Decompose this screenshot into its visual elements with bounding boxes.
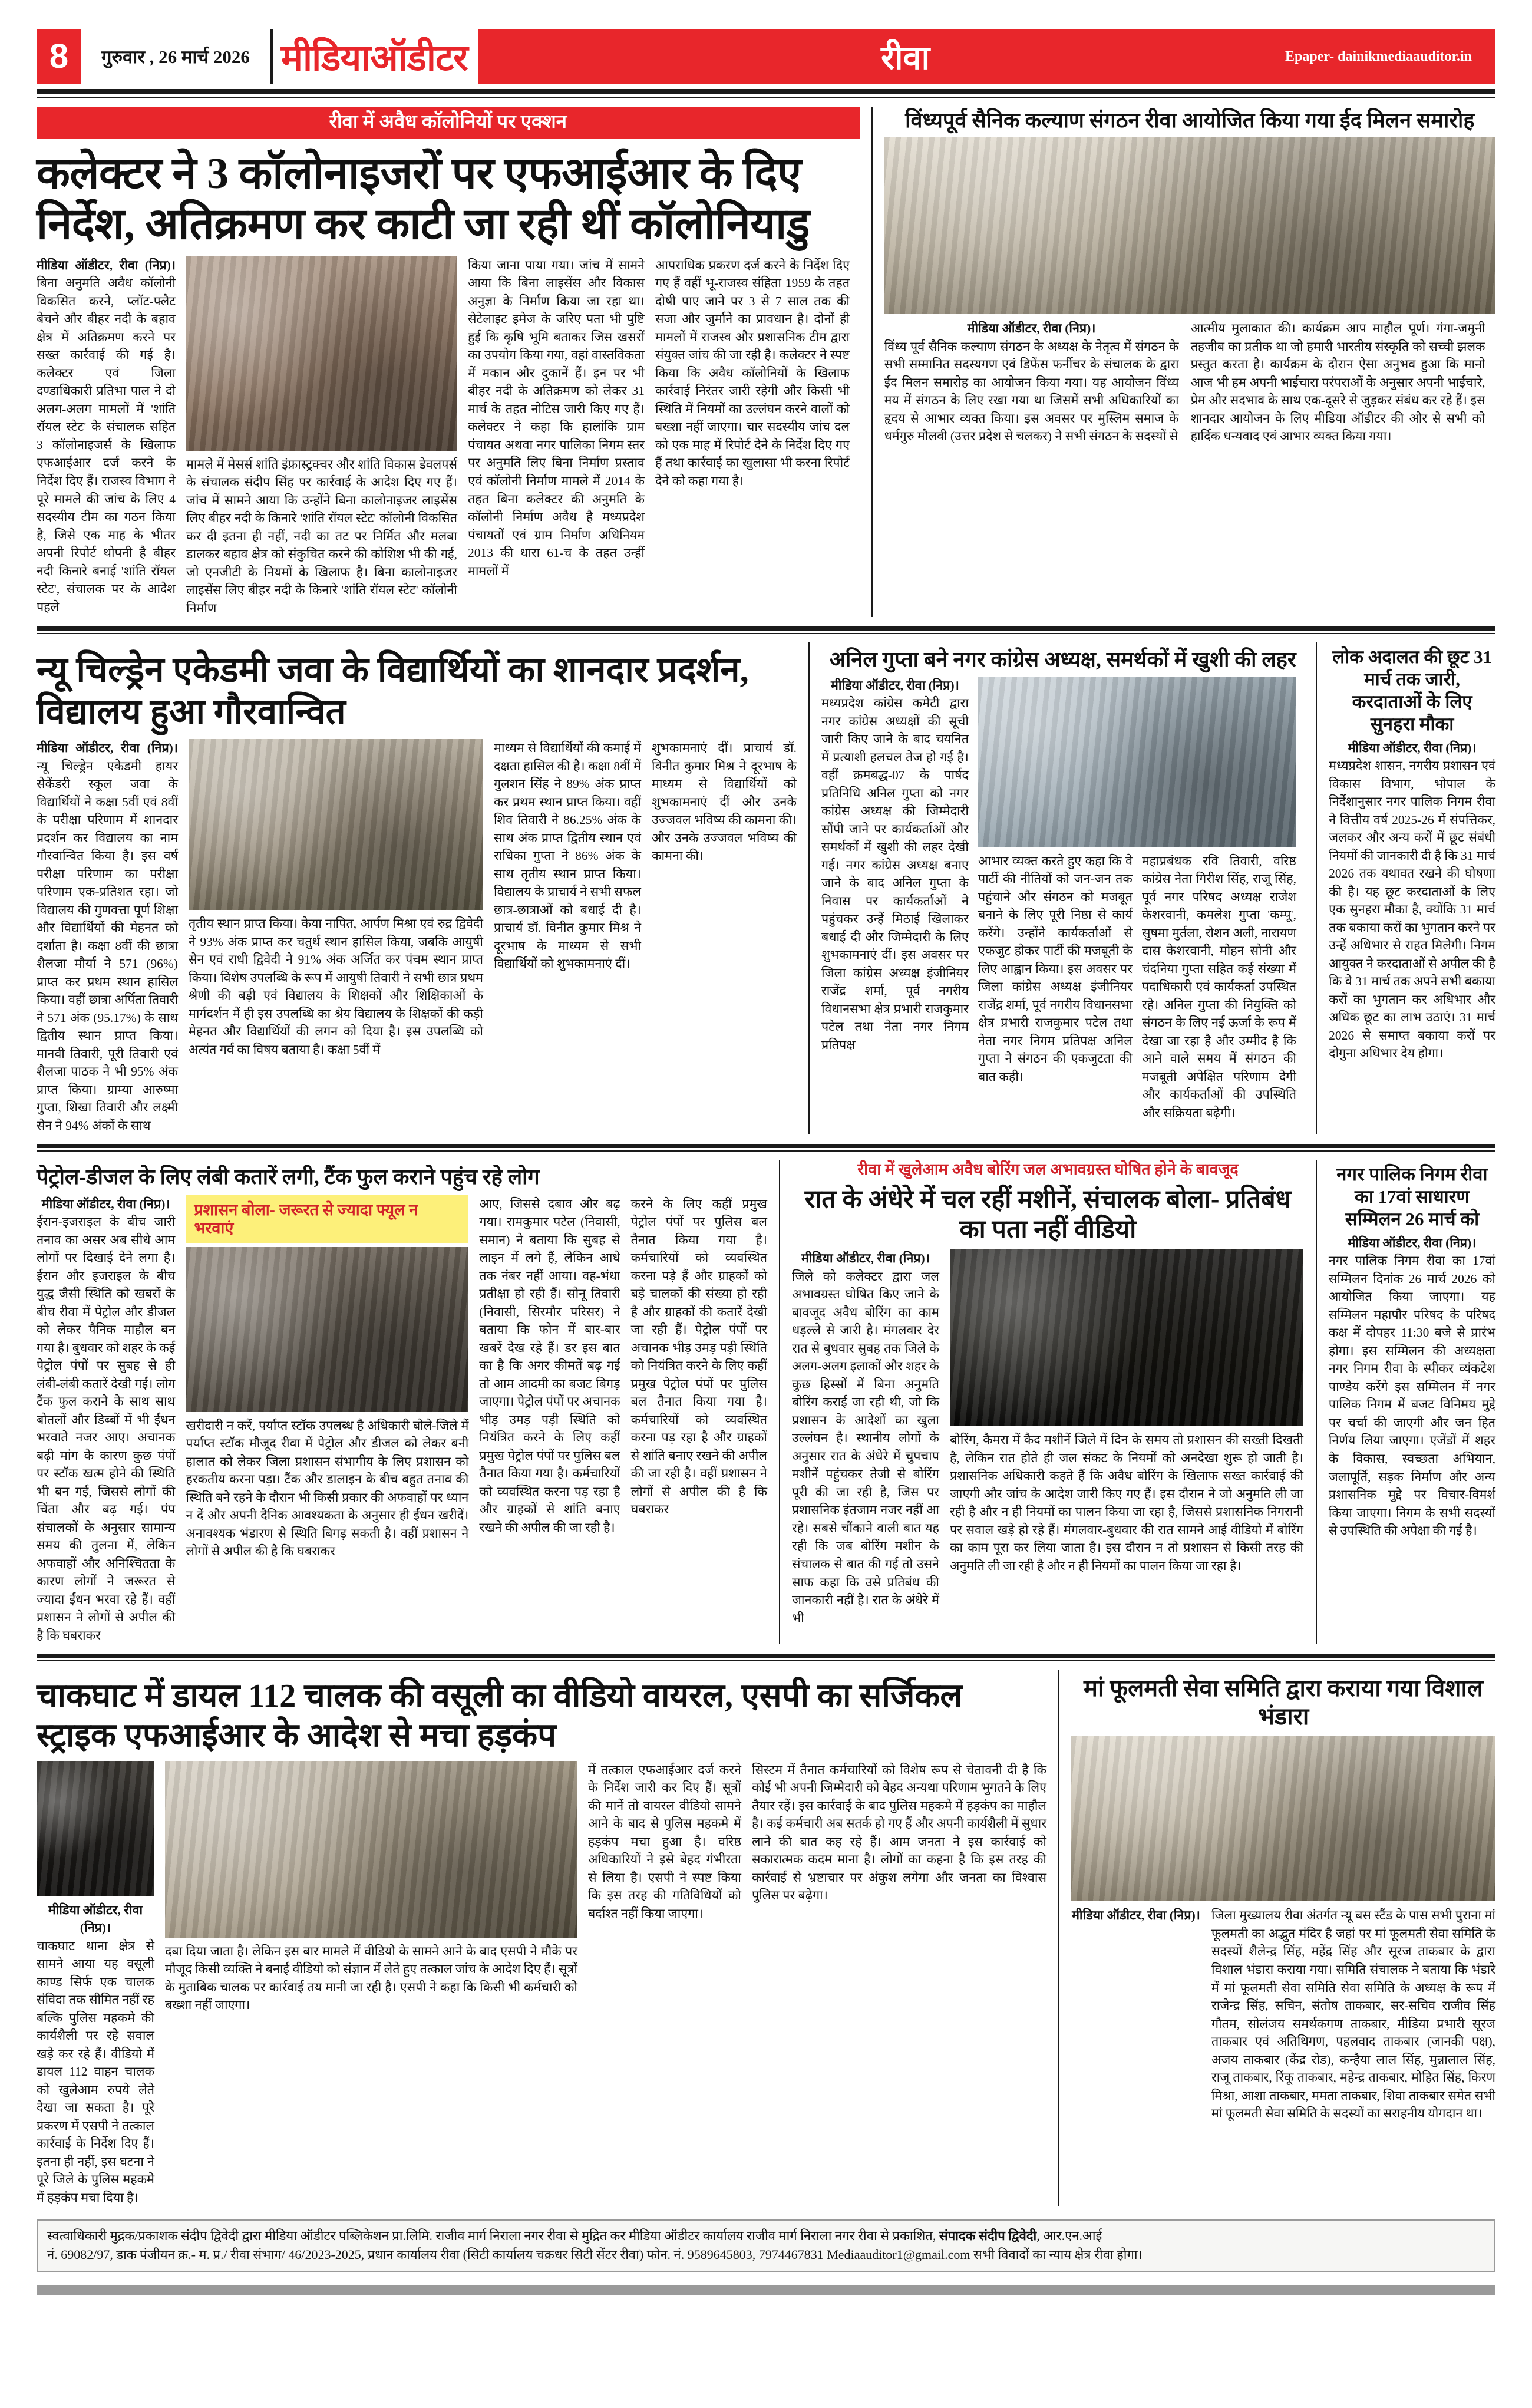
lead-col2-text: मामले में मेसर्स शांति इंफ्रास्ट्रक्चर और शांति विकास डेवलपर्स के संचालक संदीप सिंह पर कार्रवाई के आदेश दिए गए हैं। जांच में सामने आया कि उन्होंने बिना कालोनाइजर लाइसेंस लिए बीहर नदी के किनारे 'शांति रॉयल स्टेट' कॉलोनी विकसित कर दी इतना ही नहीं, नदी का तट पर निर्मित और मलबा डालकर बहाव क्षेत्र को संकुचित करने की कोशिश भी की गई, जो एनजीटी के नियमों के खिलाफ है। बिना कालोनाइजर लाइसेंस लिए बीहर नदी के किनारे 'शांति रॉयल स्टेट' कॉलोनी निर्माण bbox=[186, 457, 457, 615]
bottom-section bbox=[37, 1670, 1495, 2206]
masthead bbox=[37, 29, 1495, 84]
petrol-yellow-band: प्रशासन बोला- जरूरत से ज्यादा फ्यूल न भरवाएं bbox=[186, 1195, 468, 1243]
lokadalat-headline: लोक अदालत की छूट 31 मार्च तक जारी, करदाताओं के लिए सुनहरा मौका bbox=[1332, 646, 1493, 734]
top-section bbox=[37, 107, 1495, 617]
chakghat-col3-text: सिस्टम में तैनात कर्मचारियों को विशेष रूप से चेतावनी दी है कि कोई भी अपनी जिम्मेदारी को बेहद अन्यथा परिणाम भुगतने के लिए तैयार रहें। इस कार्रवाई के बाद पुलिस महकमे में हड़कंप का माहौल है। कई कर्मचारी अब सतर्क हो गए हैं और अपनी कार्यशैली में सुधार लाने की बात कह रहे हैं। आम जनता ने इस कार्रवाई को सकारात्मक कदम माना है। लोगों का कहना है कि इस तरह की कार्रवाई से भ्रष्टाचार पर अंकुश लगेगा और जनता का विश्वास पुलिस पर बढ़ेगा। bbox=[752, 1762, 1046, 1903]
third-vertical-rule-2 bbox=[1316, 1160, 1317, 1644]
section-rule-2 bbox=[37, 1144, 1495, 1148]
section-rule-3b bbox=[37, 1660, 1495, 1661]
boring-byline: मीडिया ऑडीटर, रीवा (निप्र)। bbox=[801, 1251, 930, 1266]
phoolmati-col-2 bbox=[1211, 1906, 1495, 2122]
topright-col2-text: आत्मीय मुलाकात की। कार्यक्रम आप माहौल पूर्ण। गंगा-जमुनी तहजीब का प्रतीक था जो हमारी भारतीय संस्कृति को सच्ची झलक प्रस्तुत करता है। कार्यक्रम के दौरान ऐसा अनुभव हुआ कि मानो आज भी हम अपनी भाईचारा परंपराओं के अनुसार अपनी भाईचारे, प्रेम और सदभाव के साथ एक-दूसरे से जुड़कर संबंध कर रहे हैं। इस शानदार आयोजन के लिए मीडिया ऑडीटर की ओर से सभी को हार्दिक धन्यवाद एवं आभार व्यक्त किया गया। bbox=[1190, 321, 1485, 444]
petrol-col1-text: ईरान-इजराइल के बीच जारी तनाव का असर अब सीधे आम लोगों पर दिखाई देने लगा है। ईरान और इजराइल के बीच युद्ध जैसी स्थिति को खबरों के बीच रीवा में पेट्रोल और डीजल को लेकर पैनिक माहौल बन गया है। बुधवार को शहर के कई पेट्रोल पंपों पर सुबह से ही लंबी-लंबी कतारें देखी गईं। लोग टैंक फुल कराने के साथ साथ बोतलों और डिब्बों में भी ईंधन भरवाते नजर आए। अचानक बढ़ी मांग के कारण कुछ पंपों पर स्टॉक खत्म होने की स्थिति भी बन गई, जिससे लोगों की चिंता और बढ़ गई। पंप संचालकों के अनुसार सामान्य समय की तुलना में, लेकिन अफवाहों और अनिश्चितता के कारण लोगों ने जरूरत से ज्यादा ईंधन भरवा रहे हैं। वहीं प्रशासन ने लोगों से अपील की है कि घबराकर bbox=[37, 1215, 176, 1642]
school-col2-text: तृतीय स्थान प्राप्त किया। केया नापित, आर्पण मिश्रा एवं रुद्र द्विवेदी ने 93% अंक प्राप्त कर चतुर्थ स्थान हासिल किया, जबकि आयुषी सेन एवं राधी द्विवेदी ने 91% अंक अर्जित कर पंचम स्थान प्राप्त किया। विशेष उपलब्धि के रूप में आयुषी तिवारी ने सभी छात्र प्रथम श्रेणी की बड़ी एवं विद्यालय के शिक्षकों और शिक्षिकाओं के मार्गदर्शन में ही इस उपलब्धि का श्रेय विद्यालय के शिक्षकों की कड़ी मेहनत और विद्यार्थियों की लगन को दिया है। इस उपलब्धि को अत्यंत गर्व का विषय बताया है। कक्षा 5वीं में bbox=[189, 916, 483, 1057]
lead-col4-text: आपराधिक प्रकरण दर्ज करने के निर्देश दिए गए हैं वहीं भू-राजस्व संहिता 1959 के तहत दोषी पाए जाने पर 3 से 7 साल तक की सजा और जुर्माने का प्रावधान है। दोनों ही मामलों में राजस्व और प्रशासनिक टीम द्वारा संयुक्त जांच की जा रही है। कलेक्टर ने स्पष्ट किया कि अवैध कॉलोनियों के खिलाफ कार्रवाई निरंतर जारी रहेगी और किसी भी स्थिति में नियमों का उल्लंघन करने वालों को बख्शा नहीं जाएगा। चार सदस्यीय जांच दल को एक माह में रिपोर्ट देने के निर्देश दिए गए हैं तथा कार्रवाई का खुलासा भी करना रिपोर्ट देने को कहा गया है। bbox=[655, 258, 850, 488]
lead-kicker: रीवा में अवैध कॉलोनियों पर एक्शन bbox=[37, 107, 860, 139]
lead-photo-col bbox=[186, 256, 457, 618]
boring-col2-text: बोरिंग, कैमरा में कैद मशीनें जिले में दिन के समय तो प्रशासन की सख्ती दिखती है, लेकिन रात होते ही जल संकट के नियमों को अनदेखा शुरू हो जाती है। प्रशासनिक अधिकारी कहते हैं कि अवैध बोरिंग के खिलाफ सख्त कार्रवाई की जाएगी और जांच के आदेश जारी किए गए हैं। इस दौरान ने जो अनुमति ली जा रही है और न ही नियमों का पालन किया जा रहा है, जिससे प्रशासनिक निगरानी पर सवाल खड़े हो रहे हैं। मंगलवार-बुधवार की रात सामने आई वीडियो में बोरिंग का काम पूरा कर लिया जाता है। इस दौरान न तो प्रशासन से किसी तरह की अनुमति ली जा रही है और न ही नियमों का पालन किया जा रहा है। bbox=[949, 1433, 1303, 1573]
congress-headline: अनिल गुप्ता बने नगर कांग्रेस अध्यक्ष, समर्थकों में खुशी की लहर bbox=[829, 648, 1296, 672]
boring-photo bbox=[950, 1249, 1303, 1426]
chakghat-col1-text: दबा दिया जाता है। लेकिन इस बार मामले में वीडियो के सामने आने के बाद एसपी ने मौके पर मौजूद किसी व्यक्ति ने बनाई वीडियो को संज्ञान में लेते हुए तत्काल जांच के आदेश दिए हैं। सूत्रों के मुताबिक चालक पर कार्रवाई तय मानी जा रही है। एसपी ने कहा कि किसी भी कर्मचारी को बख्शा नहीं जाएगा। bbox=[165, 1944, 577, 2013]
boring-kicker: रीवा में खुलेआम अवैध बोरिंग जल अभावग्रस्त घोषित होने के बावजूद bbox=[857, 1160, 1239, 1179]
boring-col1-text: जिले को कलेक्टर द्वारा जल अभावग्रस्त घोषित किए जाने के बावजूद अवैध बोरिंग का काम धड़ल्ले से जारी है। मंगलवार देर रात से बुधवार सुबह तक जिले के अलग-अलग इलाकों और शहर के कुछ हिस्सों में बिना अनुमति बोरिंग कराई जा रही थी, जो कि प्रशासन के आदेशों का खुला उल्लंघन है। स्थानीय लोगों के अनुसार रात के अंधेरे में चुपचाप मशीनें पहुंचकर तेजी से बोरिंग पूरी की जा रही है, जिस पर प्रशासनिक इंतजाम नजर नहीं आ रहे। सबसे चौंकाने वाली बात यह रही कि जब बोरिंग मशीन के संचालक से बात की गई तो उसने साफ कहा कि उसे प्रतिबंध की जानकारी नहीं है। रात के अंधेरे में भी bbox=[791, 1269, 939, 1625]
phoolmati-byline: मीडिया ऑडीटर, रीवा (निप्र)। bbox=[1072, 1908, 1200, 1923]
chakghat-col2-text: में तत्काल एफआईआर दर्ज करने के निर्देश जारी कर दिए हैं। सूत्रों की मानें तो वायरल वीडियो सामने आने के बाद से पुलिस महकमे में हड़कंप मचा हुआ है। वरिष्ठ अधिकारियों ने इसे बेहद गंभीरता से लिया है। एसपी ने स्पष्ट किया कि इस तरह की गतिविधियों को बर्दाश्त नहीं किया जाएगा। bbox=[588, 1762, 741, 1921]
topright-col-1 bbox=[884, 319, 1179, 446]
school-col-3 bbox=[494, 739, 641, 1134]
edition-bar bbox=[478, 29, 1495, 84]
boring-headline: रात के अंधेरे में चल रहीं मशीनें, संचालक बोला- प्रतिबंध का पता नहीं वीडियो bbox=[804, 1185, 1292, 1243]
publication-date: गुरुवार , 26 मार्च 2026 bbox=[101, 47, 250, 67]
section-rule-1b bbox=[37, 633, 1495, 634]
chakghat-photo-main bbox=[165, 1761, 577, 1938]
petrol-photo bbox=[186, 1247, 468, 1412]
chakghat-story bbox=[37, 1670, 1046, 2206]
congress-story bbox=[821, 642, 1304, 1134]
third-section bbox=[37, 1160, 1495, 1644]
chakghat-photo-col-main bbox=[165, 1761, 577, 2207]
lead-story bbox=[37, 107, 860, 617]
lead-col-1 bbox=[37, 256, 176, 618]
lead-photo bbox=[186, 256, 457, 451]
school-col3-text: माध्यम से विद्यार्थियों की कमाई में दक्षता हासिल की है। कक्षा 8वीं में गुलशन सिंह ने 89% अंक प्राप्त कर प्रथम स्थान प्राप्त किया। वहीं शिव तिवारी ने 86.25% अंक के साथ अंक प्राप्त द्वितीय स्थान एवं राधिका गुप्ता ने 86% अंक के साथ तृतीय स्थान प्राप्त किया। विद्यालय के प्राचार्य ने सभी सफल छात्र-छात्राओं को बधाई दी है। प्राचार्य डॉ. विनीत कुमार मिश्र ने दूरभाष के माध्यम से सभी विद्यार्थियों को शुभकामनाएं दीं। bbox=[494, 741, 641, 971]
phoolmati-col1-text: जिला मुख्यालय रीवा अंतर्गत न्यू बस स्टैंड के पास सभी पुराना मां फूलमती का अद्भुत मंदिर है जहां पर मां फूलमती सेवा समिति के सदस्यों शैलेन्द्र सिंह, महेंद्र सिंह और सूरज ताकबार के द्वारा विशाल भंडारा कराया गया। समिति संचालक ने बताया कि भंडारे में मां फूलमती सेवा समिति सेवा समिति के अध्यक्ष के रूप में राजेन्द्र सिंह, सचिन, संतोष ताकबार, सर-सचिव राजीव सिंह गौतम, सोलंजय समर्थकगण ताकबार, मीडिया प्रभारी सूरज ताकबार एवं अतिथिगण, पहलवाद ताकबार (जानकी पक्ष), अजय ताकबार (केंद्र रोड), कन्हैया लाल सिंह, मुन्नालाल सिंह, राजू ताकबार, रिंकू ताकबार, महेन्द्र ताकबार, मोहित सिंह, किरण मिश्रा, आशा ताकबार, ममता ताकबार, शिवा ताकबार समेत सभी मां फूलमती सेवा समिति के सदस्यों का सराहनीय योगदान था। bbox=[1211, 1908, 1495, 2121]
petrol-photo-col bbox=[186, 1195, 468, 1645]
boring-col-1 bbox=[792, 1249, 939, 1627]
footer-line1-c: , आर.एन.आई bbox=[1036, 2228, 1102, 2244]
second-section bbox=[37, 642, 1495, 1134]
second-vertical-rule-2 bbox=[1316, 642, 1317, 1134]
congress-photo bbox=[978, 677, 1296, 847]
lead-col-3 bbox=[468, 256, 645, 618]
school-col-1 bbox=[37, 739, 178, 1134]
footer-line-2: नं. 69082/97, डाक पंजीयन क्र.- म. प्र./ रीवा संभाग/ 46/2023-2025, प्रधान कार्यालय रीवा (सिटी कार्यालय चक्रधर सिटी सेंटर रीवा) फोन. नं. 9589645803, 7974467831 Mediaauditor1@gmail.com सभी विवादों का न्याय क्षेत्र रीवा होगा। bbox=[47, 2247, 1143, 2262]
petrol-col-3 bbox=[479, 1195, 620, 1645]
chakghat-byline: मीडिया ऑडीटर, रीवा (निप्र)। bbox=[48, 1902, 143, 1935]
nagarpalika-col1-text: नगर पालिक निगम रीवा का 17वां सम्मिलन दिनांक 26 मार्च 2026 को आयोजित किया जाएगा। यह सम्मिलन महापौर परिषद के परिषद कक्ष में दोपहर 11:30 बजे से प्रारंभ होगा। इस सम्मिलन की अध्यक्षता नगर निगम रीवा के स्पीकर व्यंकटेश पाण्डेय करेंगे इस सम्मिलन में नगर पालिक निगम में बजट विनिमय मुद्दे पर चर्चा की जाएगी और जन हित निर्णय लिया जाएगा। एजेंडों में शहर के विकास, स्वच्छता अभियान, जलापूर्ति, सड़क निर्माण और अन्य प्रशासनिक मुद्दे पर विचार-विमर्श किया जाएगा। निगम के सभी सदस्यों से उपस्थिति की अपेक्षा की गई है। bbox=[1328, 1254, 1495, 1538]
footer-imprint-box bbox=[37, 2219, 1495, 2272]
topright-byline: मीडिया ऑडीटर, रीवा (निप्र)। bbox=[967, 321, 1096, 336]
chakghat-photo-portrait bbox=[37, 1761, 154, 1896]
petrol-col-1 bbox=[37, 1195, 175, 1645]
chakghat-headline: चाकघाट में डायल 112 चालक की वसूली का वीडियो वायरल, एसपी का सर्जिकल स्ट्राइक एफआईआर के आदेश से मचा हड़कंप bbox=[37, 1678, 963, 1754]
lokadalat-story bbox=[1329, 642, 1495, 1134]
school-col-4 bbox=[652, 739, 797, 1134]
topright-headline: विंध्यपूर्व सैनिक कल्याण संगठन रीवा आयोजित किया गया ईद मिलन समारोह bbox=[905, 108, 1475, 132]
boring-story bbox=[792, 1160, 1304, 1644]
second-vertical-rule-1 bbox=[808, 642, 810, 1134]
page-number: 8 bbox=[37, 29, 81, 84]
phoolmati-story bbox=[1071, 1670, 1495, 2206]
lead-col-4 bbox=[655, 256, 850, 618]
school-col4-text: शुभकामनाएं दीं। प्राचार्य डॉ. विनीत कुमार मिश्र ने दूरभाष के माध्यम से विद्यार्थियों को शुभकामनाएं दीं और उनके उज्जवल भविष्य की कामना की। और उनके उज्जवल भविष्य की कामना की। bbox=[652, 741, 797, 863]
petrol-col2-text: खरीदारी न करें, पर्याप्त स्टॉक उपलब्ध है अधिकारी बोले-जिले में पर्याप्त स्टॉक मौजूद रीवा में पेट्रोल और डीजल को लेकर बनी हालात को लेकर जिला प्रशासन संभागीय के लिए प्रशासन को हरकतीय करना पड़ा। टैंक और डालाइन के बीच बहुत तनाव की स्थिति बने रहने के दौरान भी किसी प्रकार की अफवाहों पर ध्यान न दें और अपनी दैनिक आवश्यकता के अनुसार ही ईंधन खरीदें। अनावश्यक भंडारण से स्थिति बिगड़ सकती है। वहीं प्रशासन ने लोगों से अपील की है कि घबराकर bbox=[186, 1418, 469, 1559]
topright-col1-text: विंध्य पूर्व सैनिक कल्याण संगठन के अध्यक्ष के नेतृत्व में संगठन के सभी सम्मानित सदस्यगण एवं डिफेंस फर्नीचर के संचालक के द्वारा ईद मिलन समारोह का आयोजन किया गया। यह आयोजन विंध्य मय में संगठन के लिए रखा गया था जिसमें सभी अधिकारियों का हृदय से आभार व्यक्त किया। इस अवसर पर मुस्लिम समाज के धर्मगुरु मौलवी (उत्तर प्रदेश से चलकर) ने सभी संगठन के सदस्यों से bbox=[884, 339, 1179, 444]
congress-photo-col bbox=[978, 677, 1296, 1122]
petrol-story bbox=[37, 1160, 767, 1644]
top-vertical-rule bbox=[871, 107, 873, 617]
petrol-byline: मीडिया ऑडीटर, रीवा (निप्र)। bbox=[41, 1196, 170, 1211]
lokadalat-byline: मीडिया ऑडीटर, रीवा (निप्र)। bbox=[1348, 740, 1477, 755]
brand-name: मीडियाऑडीटर bbox=[280, 38, 468, 78]
petrol-col-4 bbox=[631, 1195, 767, 1645]
congress-col1-text: मध्यप्रदेश कांग्रेस कमेटी द्वारा नगर कांग्रेस अध्यक्षों की सूची जारी किए जाने के बाद चयनित में प्रत्याशी हलचल तेज हो गई है। वहीं क्रमबद्ध-07 के पार्षद प्रतिनिधि अनिल गुप्ता को नगर कांग्रेस अध्यक्ष की जिम्मेदारी सौंपी जाने पर कार्यकर्ताओं और समर्थकों में खुशी की लहर देखी गई। नगर कांग्रेस अध्यक्ष बनाए जाने के बाद अनिल गुप्ता के निवास पर कार्यकर्ताओं ने पहुंचकर उन्हें मिठाई खिलाकर बधाई दी और जिम्मेदारी के लिए शुभकामनाएं दीं। इस अवसर पर जिला कांग्रेस अध्यक्ष इंजीनियर राजेंद्र शर्मा, पूर्व नगरीय विधानसभा क्षेत्र प्रभारी राजकुमार पटेल तथा नेता नगर निगम प्रतिपक्ष bbox=[821, 696, 969, 1052]
chakghat-photo-col-0 bbox=[37, 1761, 154, 2207]
school-byline: मीडिया ऑडीटर, रीवा (निप्र)। bbox=[37, 741, 178, 756]
boring-photo-col bbox=[950, 1249, 1303, 1627]
school-headline: न्यू चिल्ड्रेन एकेडमी जवा के विद्यार्थियों का शानदार प्रदर्शन, विद्यालय हुआ गौरवान्वित bbox=[37, 651, 749, 732]
school-col1-text: न्यू चिल्ड्रेन एकेडमी हायर सेकेंडरी स्कूल जवा के विद्यार्थियों ने कक्षा 5वीं एवं 8वीं के परीक्षा परिणाम में शानदार प्रदर्शन कर विद्यालय का नाम गौरवान्वित किया है। इस वर्ष परीक्षा परिणाम का परीक्षा परिणाम एक-प्रतिशत रहा। जो विद्यालय की गुणवत्ता पूर्ण शिक्षा और विद्यार्थियों की मेहनत को दर्शाता है। कक्षा 8वीं की छात्रा शैलजा मौर्या ने 571 (96%) प्राप्त कर प्रथम स्थान हासिल किया। वहीं छात्रा अर्पिता तिवारी ने 571 अंक (95.17%) के साथ द्वितीय स्थान प्राप्त किया। मानवी तिवारी, पूरी तिवारी एवं शैलजा पाठक ने भी 95% अंक प्राप्त किया। ग्राम्या आरुष्मा गुप्ता, शिखा तिवारी और लक्ष्मी सेन ने 94% अंकों के साथ bbox=[37, 758, 178, 1133]
footer-line-1 bbox=[47, 2226, 1485, 2245]
masthead-rule-thin bbox=[37, 97, 1495, 98]
topright-col-2 bbox=[1191, 319, 1485, 446]
footer-editor: संपादक संदीप द्विवेदी bbox=[939, 2228, 1037, 2244]
chakghat-col0-text: चाकघाट थाना क्षेत्र से सामने आया यह वसूली काण्ड सिर्फ एक चालक संविदा तक सीमित नहीं रह बल्कि पुलिस महकमे की कार्यशैली पर रहे सवाल खड़े कर रहे हैं। वीडियो में डायल 112 वाहन चालक को खुलेआम रुपये लेते देखा जा सकता है। पूरे प्रकरण में एसपी ने तत्काल कार्रवाई के निर्देश दिए हैं। इतना ही नहीं, इस घटना ने पूरे जिले के पुलिस महकमे में हड़कंप मचा दिया है। bbox=[37, 1938, 154, 2205]
nagarpalika-headline: नगर पालिक निगम रीवा का 17वां साधारण सम्मिलन 26 मार्च को bbox=[1336, 1164, 1488, 1229]
footer-line1-a: स्वत्वाधिकारी मुद्रक/प्रकाशक संदीप द्विवेदी द्वारा मीडिया ऑडीटर पब्लिकेशन प्रा.लिमि. राजीव मार्ग निराला नगर रीवा से मुद्रित कर मीडिया ऑडीटर कार्यालय राजीव मार्ग निराला नगर रीवा से प्रकाशित, bbox=[47, 2228, 939, 2244]
section-rule-2b bbox=[37, 1150, 1495, 1152]
lead-col3-text: किया जाना पाया गया। जांच में सामने आया कि बिना लाइसेंस और विकास अनुज्ञा के निर्माण किया जा रहा था। सेटेलाइट इमेज के जरिए पता भी पुष्टि हुई कि कृषि भूमि बताकर जिस खसरों का उपयोग किया गया, वहां वास्तविकता में मकान और दुकानें हैं। इन पर भी बीहर नदी के अतिक्रमण को लेकर 31 मार्च के तहत नोटिस जारी किए गए हैं। कलेक्टर ने कहा कि हालांकि ग्राम पंचायत अथवा नगर पालिका निगम स्तर पर अनुमति लिए बिना निर्माण प्रस्ताव एवं कॉलोनी निर्माण मामले में 2014 के तहत बिना कलेक्टर की अनुमति के कॉलोनी निर्माण अवैध है मध्यप्रदेश पंचायतों एवं ग्राम निर्माण अधिनियम 2013 की धारा 61-च के तहत उन्हीं मामलों में bbox=[468, 258, 645, 578]
topright-photo bbox=[884, 137, 1495, 314]
third-vertical-rule-1 bbox=[779, 1160, 780, 1644]
top-right-story bbox=[884, 107, 1495, 617]
petrol-col4-text: करने के लिए कहीं प्रमुख पेट्रोल पंपों पर पुलिस बल तैनात किया गया है। कर्मचारियों को व्यवस्थित करना पड़े हैं और ग्राहकों को बड़े चालकों की संख्या हो रही है और ग्राहकों की कतारें देखी जा रही हैं। पेट्रोल पंपों पर अचानक भीड़ उमड़ पड़ी स्थिति को नियंत्रित करने के लिए कहीं प्रमुख पेट्रोल पंपों पर पुलिस बल तैनात किया गया है। कर्मचारियों को व्यवस्थित करना पड़ रहा है और ग्राहकों से शांति बनाए रखने की अपील की जा रही है। वहीं प्रशासन ने लोगों से अपील की है कि घबराकर bbox=[630, 1196, 767, 1517]
masthead-rule bbox=[37, 89, 1495, 94]
phoolmati-photo bbox=[1071, 1736, 1495, 1901]
school-story bbox=[37, 642, 797, 1134]
chakghat-col-2 bbox=[588, 1761, 741, 2207]
epaper-url[interactable]: Epaper- dainikmediaauditor.in bbox=[1285, 48, 1472, 64]
lokadalat-col1-text: मध्यप्रदेश शासन, नगरीय प्रशासन एवं विकास विभाग, भोपाल के निर्देशानुसार नगर पालिक निगम रीवा ने वित्तीय वर्ष 2025-26 में संपत्तिकर, जलकर और अन्य करों में छूट संबंधी नियमों की जानकारी दी है कि 31 मार्च 2026 तक यथावत रखने की घोषणा की है। यह छूट करदाताओं के लिए एक सुनहरा मौका है, क्योंकि 31 मार्च तक बकाया करों का भुगतान करने पर उन्हें अधिभार से राहत मिलेगी। निगम आयुक्त ने करदाताओं से अपील की है कि वे 31 मार्च तक अपने सभी बकाया करों का भुगतान कर अधिभार और अधिक छूट का लाभ उठाएं। 31 मार्च 2026 से समाप्त बकाया करों पर दोगुना अधिभार देय होगा। bbox=[1329, 758, 1496, 1061]
brand-block bbox=[270, 29, 478, 84]
school-photo bbox=[189, 739, 483, 910]
phoolmati-headline: मां फूलमती सेवा समिति द्वारा कराया गया विशाल भंडारा bbox=[1084, 1675, 1483, 1730]
congress-col-1 bbox=[821, 677, 969, 1122]
bottom-vertical-rule bbox=[1058, 1670, 1059, 2206]
congress-col3-text: महाप्रबंधक रवि तिवारी, वरिष्ठ कांग्रेस नेता गिरीश सिंह, राजू सिंह, पूर्व नगर परिषद अध्यक्ष राजेश केशरवानी, कमलेश गुप्ता 'कम्पू', सुषमा मुर्तला, रोशन अली, नारायण दास केशरवानी, मोहन सोनी और चंदनिया गुप्ता सहित कई संख्या में पदाधिकारी एवं कार्यकर्ता उपस्थित रहे। अनिल गुप्ता की नियुक्ति को संगठन के लिए नई ऊर्जा के रूप में देखा जा रहा है और उम्मीद है कि आने वाले समय में संगठन की मजबूती अपेक्षित परिणाम देगी और कार्यकर्ताओं की उपस्थिति और सक्रियता बढ़ेगी। bbox=[1141, 853, 1296, 1120]
nagarpalika-story bbox=[1329, 1160, 1495, 1644]
brand-divider bbox=[270, 29, 273, 84]
school-photo-col bbox=[189, 739, 483, 1134]
lead-byline: मीडिया ऑडीटर, रीवा (निप्र)। bbox=[37, 258, 176, 272]
section-rule-3 bbox=[37, 1654, 1495, 1658]
congress-byline: मीडिया ऑडीटर, रीवा (निप्र)। bbox=[831, 678, 959, 692]
footer-grey-bar bbox=[37, 2285, 1495, 2295]
nagarpalika-byline: मीडिया ऑडीटर, रीवा (निप्र)। bbox=[1348, 1235, 1477, 1250]
phoolmati-col-1 bbox=[1071, 1906, 1201, 2122]
edition-name: रीवा bbox=[881, 40, 930, 77]
petrol-col3-text: आए, जिससे दबाव और बढ़ गया। रामकुमार पटेल (निवासी, समान) ने बताया कि सुबह से लाइन में लगे हैं, लेकिन आधे तक नंबर नहीं आया। वह-भंधा प्रतीक्षा हो रही हैं। सोनू तिवारी (निवासी, सिरमौर परिसर) ने बताया कि फोन में बार-बार खबरें देख रहे हैं। डर इस बात का है कि अगर कीमतें बढ़ गईं तो आम आदमी का बजट बिगड़ जाएगा। पेट्रोल पंपों पर अचानक भीड़ उमड़ पड़ी स्थिति को नियंत्रित करने के लिए कहीं प्रमुख पेट्रोल पंपों पर पुलिस बल तैनात किया गया है। कर्मचारियों को व्यवस्थित करना पड़ रहा है और ग्राहकों से शांति बनाए रखने की अपील की जा रही है। bbox=[479, 1196, 620, 1535]
congress-col2-text: आभार व्यक्त करते हुए कहा कि वे पार्टी की नीतियों को जन-जन तक पहुंचाने और संगठन को मजबूत बनाने के लिए पूरी निष्ठा से कार्य करेंगे। उन्होंने कार्यकर्ताओं से एकजुट होकर पार्टी की मजबूती के लिए आह्वान किया। इस अवसर पर जिला कांग्रेस अध्यक्ष इंजीनियर राजेंद्र शर्मा, पूर्व नगरीय विधानसभा क्षेत्र प्रभारी राजकुमार पटेल तथा नेता नगर निगम प्रतिपक्ष अनिल गुप्ता ने संगठन की एकजुटता की बात कही। bbox=[978, 853, 1133, 1084]
lead-headline: कलेक्टर ने 3 कॉलोनाइजरों पर एफआईआर के दिए निर्देश, अतिक्रमण कर काटी जा रही थीं कॉलोनियाडु bbox=[37, 149, 810, 249]
section-rule-1 bbox=[37, 626, 1495, 631]
petrol-headline: पेट्रोल-डीजल के लिए लंबी कतारें लगी, टैंक फुल कराने पहुंच रहे लोग bbox=[37, 1165, 540, 1189]
lead-col1-text: बिना अनुमति अवैध कॉलोनी विकसित करने, प्लॉट-फ्लैट बेचने और बीहर नदी के बहाव क्षेत्र में अतिक्रमण करने पर सख्त कार्रवाई की गई है। कलेक्टर एवं जिला दण्डाधिकारी प्रतिभा पाल ने दो अलग-अलग मामलों में 'शांति रॉयल स्टेट' के संचालक सहित 3 कॉलोनाइजर्स के खिलाफ एफआईआर दर्ज करने के निर्देश दिए हैं। राजस्व विभाग ने पूरे मामले की जांच के लिए 4 सदस्यीय टीम का गठन किया है, जिसे एक माह के भीतर अपनी रिपोर्ट थोपनी है बीहर नदी किनारे बनाई 'शांति रॉयल स्टेट', संचालक पर के आदेश पहले bbox=[37, 276, 176, 614]
chakghat-col-3 bbox=[752, 1761, 1046, 2207]
